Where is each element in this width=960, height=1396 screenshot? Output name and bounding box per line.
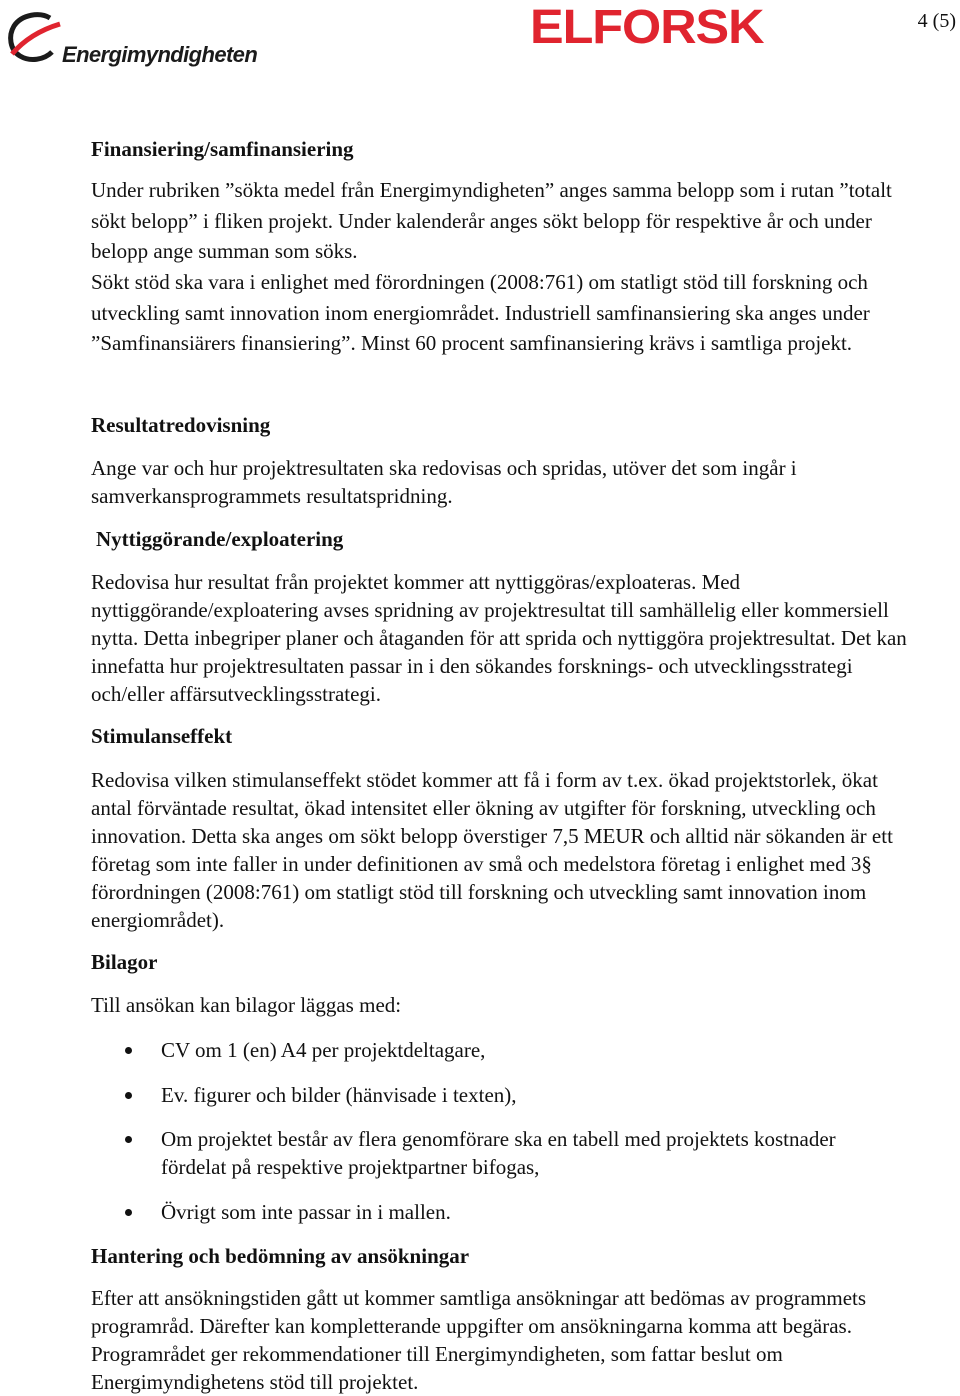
paragraph-finansiering-1: Under rubriken ”sökta medel från Energimyndigheten” anges samma belopp som i rutan ”totalt sökt belopp” i fliken projekt. Under kalenderår anges sökt belopp för respektive år och under belopp ange summan som söks. [91,178,892,263]
paragraph-nyttiggorande: Redovisa hur resultat från projektet kommer att nyttiggöras/exploateras. Med nyttiggörande/exploatering avses spridning av projektresultat till samhällelig eller kommersiell nytta. Detta inbegriper planer och åtaganden för att sprida och nyttiggöra projektresultat. Det kan innefatta hur projektresultaten passar in i den sökandes forsknings- och utvecklingsstrategi och/eller affärsutvecklingsstrategi. [91,570,907,706]
paragraph-hantering: Efter att ansökningstiden gått ut kommer samtliga ansökningar att bedömas av programmets programråd. Därefter kan kompletterande uppgifter om ansökningarna komma att begäras. Programrådet ger rekommendationer till Energimyndigheten, som fattar beslut om Energimyndighetens stöd till projektet. [91,1286,867,1394]
heading-resultatredovisning: Resultatredovisning [91,413,271,437]
paragraph-resultatredovisning: Ange var och hur projektresultaten ska redovisas och spridas, utöver det som ingår i samverkansprogrammets resultatspridning. [91,456,797,508]
heading-finansiering: Finansiering/samfinansiering [91,137,354,161]
energimyndigheten-swoosh-icon [6,10,66,66]
bullet-icon [125,1136,132,1143]
bullet-icon [125,1092,132,1099]
page-number: 4 (5) [917,10,956,32]
bullet-icon [125,1209,132,1216]
heading-stimulanseffekt: Stimulanseffekt [91,724,233,748]
energimyndigheten-logo [6,10,258,67]
elforsk-logo: ELFORSK [530,1,764,54]
energimyndigheten-logo-text: Energimyndigheten [62,42,258,67]
page-header [0,0,960,80]
paragraph-stimulanseffekt: Redovisa vilken stimulanseffekt stödet kommer att få i form av t.ex. ökad projektstorlek, ökat antal förväntade resultat, ökad intensitet eller ökning av utgifter för forskning, utveckling och innovation. Detta ska anges om sökt belopp överstiger 7,5 MEUR och alltid när sökanden är ett företag som inte faller in under definitionen av små och medelstora företag i enlighet med 3§ förordningen (2008:761) om statligt stöd till forskning och utveckling samt innovation inom energiområdet). [91,768,893,932]
paragraph-finansiering-2: Sökt stöd ska vara i enlighet med förordningen (2008:761) om statligt stöd till forskning och utveckling samt innovation inom energiområdet. Industriell samfinansiering ska anges under ”Samfinansiärers finansiering”. Minst 60 procent samfinansiering krävs i samtliga projekt. [91,270,870,355]
heading-hantering: Hantering och bedömning av ansökningar [91,1244,470,1268]
bullet-icon [125,1047,132,1054]
heading-bilagor: Bilagor [91,950,158,974]
paragraph-bilagor-intro: Till ansökan kan bilagor läggas med: [91,993,402,1017]
heading-nyttiggorande: Nyttiggörande/exploatering [96,527,344,551]
